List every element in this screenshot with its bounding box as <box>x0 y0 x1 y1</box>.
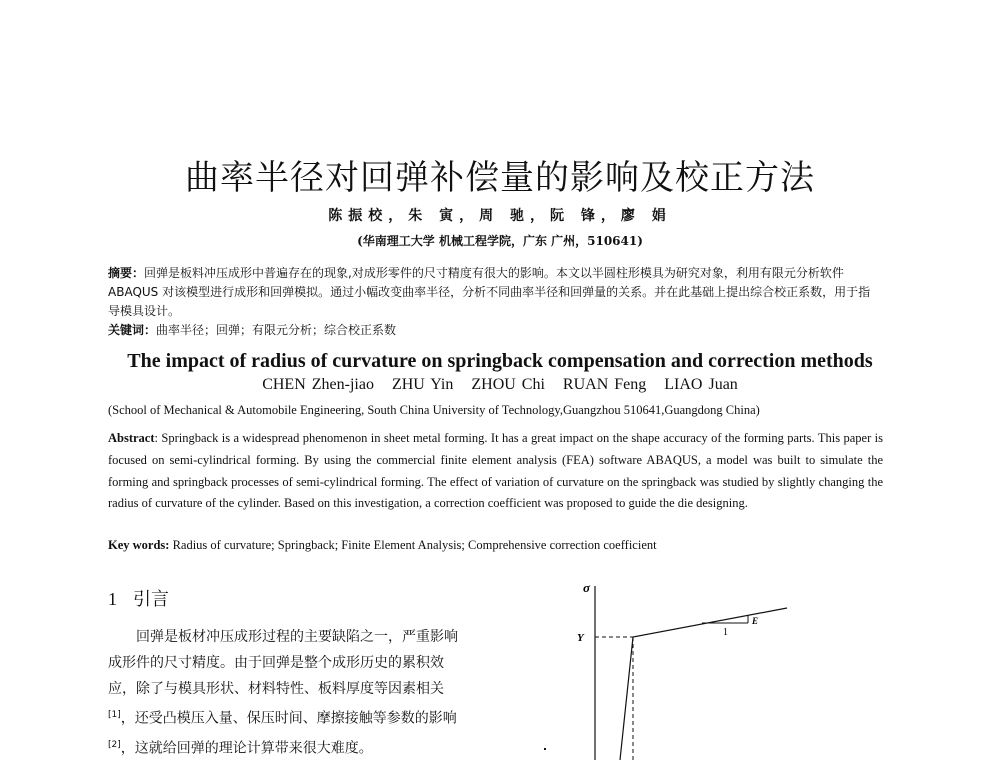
keywords-en-label: Key words: <box>108 538 170 552</box>
abstract-en-label: Abstract <box>108 431 155 445</box>
section-number: 1 <box>108 589 117 609</box>
paper-title-en: The impact of radius of curvature on springback compensation and correction methods <box>127 350 873 372</box>
yield-label: Y <box>577 632 584 644</box>
axis-y-label: σ <box>583 580 591 595</box>
keywords-en <box>108 538 888 553</box>
citation-1: [1] <box>108 710 121 720</box>
section-heading <box>108 585 169 611</box>
intro-text-1: 回弹是板材冲压成形过程的主要缺陷之一，严重影响成形件的尺寸精度。由于回弹是整个成形历史的累积效应，除了与模具形状、材料特性、板料厚度等因素相关 <box>108 629 458 697</box>
abstract-en-text: : Springback is a widespread phenomenon in sheet metal forming. It has a great impact on the shape accuracy of the forming parts. This paper is focused on semi-cylindrical forming. By using the commercial finite element analysis (FEA) software ABAQUS, a model was built to simulate the forming and springback processes of semi-cylindrical forming. The effect of variation of curvature on the springback was studied by slightly changing the radius of curvature of the cylinder. Based on this investigation, a correction coefficient was proposed to guide the die designing. <box>108 431 883 511</box>
authors-cn: 陈振校，朱 寅，周 驰，阮 锋，廖 娟 <box>328 208 672 224</box>
abstract-en <box>108 428 883 515</box>
stress-strain-figure <box>540 578 810 760</box>
intro-text-3: ，这就给回弹的理论计算带来很大难度。 <box>120 740 373 757</box>
intro-text-2: ，还受凸模压入量、保压时间、摩擦接触等参数的影响 <box>120 710 457 727</box>
keywords-en-text: Radius of curvature; Springback; Finite Element Analysis; Comprehensive correction coefficient <box>169 538 657 552</box>
affiliation-en: (School of Mechanical & Automobile Engineering, South China University of Technology,Guangzhou 510641,Guangdong China) <box>108 403 760 417</box>
abstract-cn-text: 回弹是板料冲压成形中普遍存在的现象,对成形零件的尺寸精度有很大的影响。本文以半圆柱形模具为研究对象，利用有限元分析软件 ABAQUS 对该模型进行成形和回弹模拟。通过小幅改变曲率半径，分析不同曲率半径和回弹量的关系。并在此基础上提出综合校正系数，用于指导模具设计。 <box>108 266 871 318</box>
intro-paragraph <box>108 624 470 761</box>
abstract-cn-label: 摘要： <box>108 266 145 280</box>
scan-dot <box>544 748 546 750</box>
elastic-line <box>620 637 633 760</box>
paper-title-cn: 曲率半径对回弹补偿量的影响及校正方法 <box>185 158 815 198</box>
slope-run-label: 1 <box>723 627 728 638</box>
slope-rise-label: E <box>752 616 759 626</box>
authors-en: CHEN Zhen-jiao ZHU Yin ZHOU Chi RUAN Feng LIAO Juan <box>262 376 738 393</box>
section-title: 引言 <box>133 589 169 610</box>
citation-2: [2] <box>108 739 121 750</box>
keywords-cn-text: 曲率半径；回弹；有限元分析；综合校正系数 <box>156 323 397 337</box>
abstract-cn <box>108 264 878 321</box>
affiliation-cn: (华南理工大学 机械工程学院，广东 广州，510641) <box>357 234 643 248</box>
keywords-cn <box>108 321 878 340</box>
keywords-cn-label: 关键词： <box>108 323 157 337</box>
